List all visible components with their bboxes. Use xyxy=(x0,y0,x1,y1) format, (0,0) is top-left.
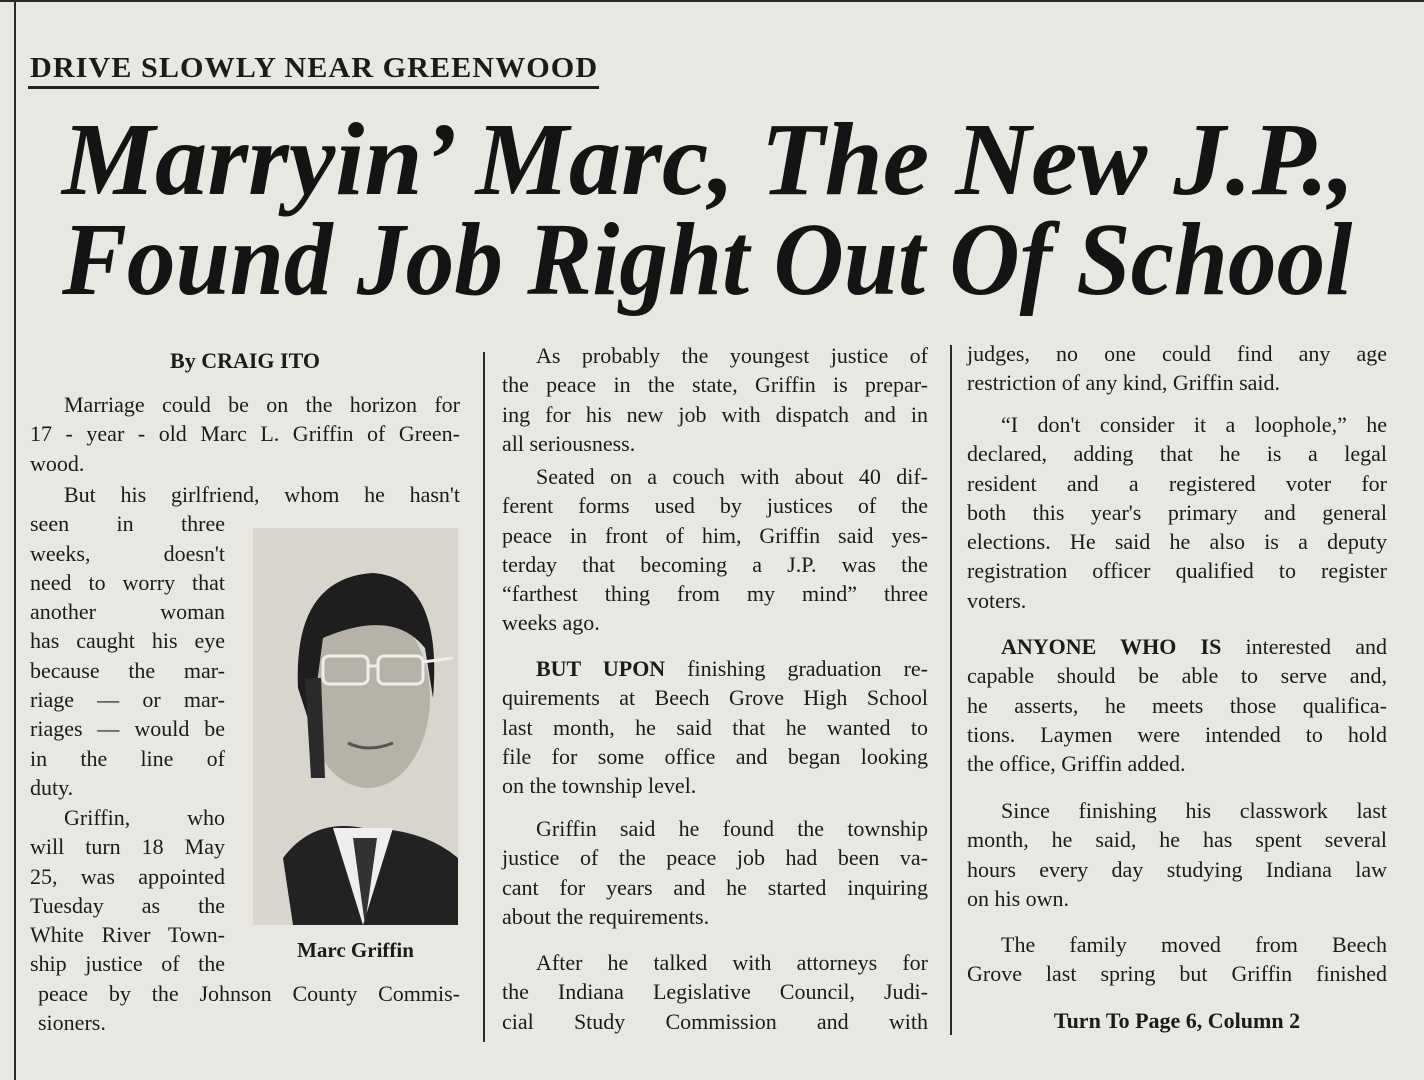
kicker-underline xyxy=(28,86,599,89)
column-rule-2 xyxy=(950,345,952,1035)
text-line: The family moved from Beech xyxy=(1001,932,1387,957)
text-line: Grove last spring but Griffin finished xyxy=(967,961,1387,987)
text-line: judges, no one could find any age xyxy=(967,341,1387,366)
paragraph xyxy=(30,480,460,802)
text-line: But his girlfriend, whom he hasn't xyxy=(64,482,460,507)
byline xyxy=(30,346,460,375)
text-line: will turn 18 May xyxy=(30,834,225,860)
text-line: in the line of xyxy=(30,745,225,771)
paragraph xyxy=(967,410,1387,615)
text-line: on his own. xyxy=(967,885,1070,911)
lead-in: ANYONE WHO IS xyxy=(1001,634,1222,659)
line-text: interested and xyxy=(1221,634,1387,659)
text-line: sioners. xyxy=(38,1010,106,1036)
text-line: elections. He said he also is a deputy xyxy=(967,529,1387,555)
text-line: wood. xyxy=(30,450,85,476)
jump-line xyxy=(967,1006,1387,1035)
text-line: all seriousness. xyxy=(502,430,636,456)
text-line: “farthest thing from my mind” three xyxy=(502,581,928,607)
paragraph xyxy=(30,803,460,1037)
left-border xyxy=(14,0,16,1080)
paragraph xyxy=(502,948,928,1036)
paragraph xyxy=(967,930,1387,989)
text-line: last month, he said that he wanted to xyxy=(502,714,928,740)
text-line: cant for years and he started inquiring xyxy=(502,874,928,900)
text-line: peace in front of him, Griffin said yes- xyxy=(502,522,928,548)
text-line: 17 - year - old Marc L. Griffin of Green- xyxy=(30,421,460,447)
photo-caption: Marc Griffin xyxy=(297,938,414,962)
text-line: because the mar- xyxy=(30,657,225,683)
headline-line-1: Marryin’ Marc, The New J.P., xyxy=(62,102,1355,217)
text-line: both this year's primary and general xyxy=(967,499,1387,525)
text-line: Marriage could be on the horizon for xyxy=(64,392,460,417)
paragraph xyxy=(502,341,928,458)
text-line: peace by the Johnson County Commis- xyxy=(38,980,460,1006)
text-line: Since finishing his classwork last xyxy=(1001,798,1387,823)
text-line: another woman xyxy=(30,599,225,625)
paragraph xyxy=(967,796,1387,913)
paragraph xyxy=(30,390,460,478)
text-line: Griffin, who xyxy=(64,805,225,830)
text-line: has caught his eye xyxy=(30,628,225,654)
text-line: Tuesday as the xyxy=(30,892,225,918)
paragraph xyxy=(967,339,1387,398)
text-line: file for some office and began looking xyxy=(502,743,928,769)
text-line: the office, Griffin added. xyxy=(967,751,1186,777)
lead-in: BUT UPON xyxy=(536,656,666,681)
text-line: After he talked with attorneys for xyxy=(536,950,928,975)
text-line: By CRAIG ITO xyxy=(170,348,320,373)
text-line: capable should be able to serve and, xyxy=(967,663,1387,689)
text-line: ferent forms used by justices of the xyxy=(502,493,928,519)
headline-line-2: Found Job Right Out Of School xyxy=(62,202,1353,317)
top-border xyxy=(0,0,1424,2)
paragraph xyxy=(502,814,928,931)
column-rule-1 xyxy=(483,352,485,1042)
text-line: ing for his new job with dispatch and in xyxy=(502,401,928,427)
text-line: Seated on a couch with about 40 dif- xyxy=(536,464,928,489)
text-line: justice of the peace job had been va- xyxy=(502,845,928,871)
text-line: weeks, doesn't xyxy=(30,540,225,566)
text-line: the Indiana Legislative Council, Judi- xyxy=(502,979,928,1005)
paragraph xyxy=(967,632,1387,778)
text-line: Turn To Page 6, Column 2 xyxy=(1053,1008,1301,1033)
text-line: restriction of any kind, Griffin said. xyxy=(967,370,1281,396)
text-line: “I don't consider it a loophole,” he xyxy=(1001,412,1387,437)
text-line: need to worry that xyxy=(30,569,225,595)
text-line: quirements at Beech Grove High School xyxy=(502,685,928,711)
text-line xyxy=(967,632,1387,661)
text-line: riage — or mar- xyxy=(30,687,225,713)
text-line: White River Town- xyxy=(30,922,225,948)
text-line: riages — would be xyxy=(30,716,225,742)
text-line: registration officer qualified to register xyxy=(967,558,1387,584)
kicker: DRIVE SLOWLY NEAR GREENWOOD xyxy=(30,52,599,84)
text-line: ship justice of the xyxy=(30,951,225,977)
text-line: Griffin said he found the township xyxy=(536,816,928,841)
text-line: he asserts, he meets those qualifica- xyxy=(967,692,1387,718)
text-line xyxy=(502,654,928,683)
text-line: the peace in the state, Griffin is prepar- xyxy=(502,372,928,398)
text-line: hours every day studying Indiana law xyxy=(967,856,1387,882)
text-line: about the requirements. xyxy=(502,903,710,929)
text-line: seen in three xyxy=(30,511,225,537)
text-line: duty. xyxy=(30,774,74,800)
paragraph xyxy=(502,654,928,800)
paragraph xyxy=(502,462,928,638)
text-line: terday that becoming a J.P. was the xyxy=(502,551,928,577)
text-line: voters. xyxy=(967,587,1027,613)
text-line: declared, adding that he is a legal xyxy=(967,441,1387,467)
text-line: cial Study Commission and with xyxy=(502,1008,928,1034)
text-line: As probably the youngest justice of xyxy=(536,343,928,368)
text-line: on the township level. xyxy=(502,773,697,799)
text-line: tions. Laymen were intended to hold xyxy=(967,721,1387,747)
text-line: 25, was appointed xyxy=(30,863,225,889)
text-line: month, he said, he has spent several xyxy=(967,827,1387,853)
text-line: resident and a registered voter for xyxy=(967,470,1387,496)
line-text: finishing graduation re- xyxy=(665,656,928,681)
text-line: weeks ago. xyxy=(502,610,600,636)
